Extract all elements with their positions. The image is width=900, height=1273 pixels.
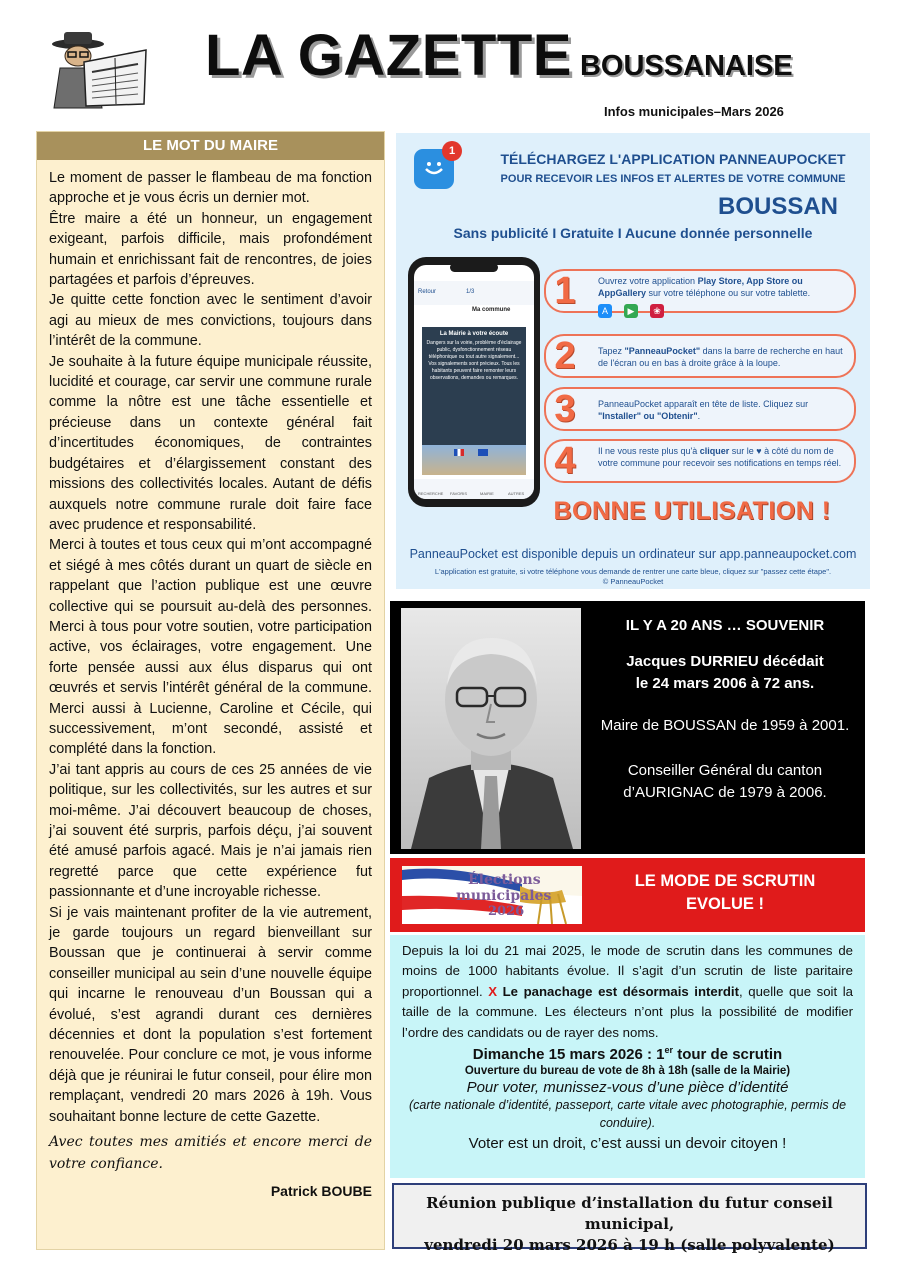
meeting-line: Réunion publique d’installation du futur conseil municipal, xyxy=(426,1194,833,1233)
panneaupocket-ad xyxy=(396,133,870,589)
souvenir-title: IL Y A 20 ANS … SOUVENIR xyxy=(625,617,825,634)
mayor-article-heading: LE MOT DU MAIRE xyxy=(37,132,384,160)
appgallery-icon: ❀ xyxy=(650,304,664,318)
phone-nav-item: FAVORIS xyxy=(450,491,468,496)
elections-image-word: 2026 xyxy=(488,904,525,919)
pp-copyright: © PanneauPocket xyxy=(602,577,664,586)
step-text: Ouvrez votre application Play Store, App Store ou AppGallery sur votre téléphone ou sur votre tablette. xyxy=(598,276,811,298)
step-text: PanneauPocket apparaît en tête de liste. Cliquez sur "Installer" ou "Obtenir". xyxy=(598,399,809,421)
souvenir-block xyxy=(390,601,865,854)
phone-back-link: Retour xyxy=(418,289,437,295)
pp-subtitle: POUR RECEVOIR LES INFOS ET ALERTES DE VOTRE COMMUNE xyxy=(500,173,846,185)
panneaupocket-app-icon xyxy=(414,145,456,189)
phone-commune: Ma commune xyxy=(472,307,511,313)
step-number: 3 xyxy=(554,388,576,430)
phone-nav-item: AUTRES xyxy=(508,491,525,496)
phone-page-count: 1/3 xyxy=(466,289,475,295)
scrutin-info xyxy=(390,935,865,1178)
elections-image-word: Élections xyxy=(468,872,541,888)
mayor-paragraph: Être maire a été un honneur, un engagement exigeant, parfois difficile, mais profondément humain et enrichissant fait de rencontres, de joies partagées et parfois d’épreuves. xyxy=(49,210,372,289)
newspaper-reader-logo xyxy=(40,28,148,110)
mayor-article-body xyxy=(37,160,384,1202)
meeting-notice xyxy=(392,1183,867,1254)
elections-title: LE MODE DE SCRUTIN EVOLUE ! xyxy=(634,872,816,913)
step-text: Tapez "PanneauPocket" dans la barre de recherche en haut de l'écran ou en bas à droite grâce à la loupe. xyxy=(598,346,843,368)
pp-town: BOUSSAN xyxy=(717,193,838,220)
mayor-paragraph: Je souhaite à la future équipe municipale réussite, lucidité et courage, car servir une commune rurale comme la nôtre est une tâche essentielle et précieuse dans un contexte général fait d’incertitudes économiques, de contraintes budgétaires et d’élargissement constant des missions des collectivités locales. Autant de défis auxquels notre commune rurale doit faire face avec prudence et responsabilité. xyxy=(49,353,372,533)
scrutin-civic-line: Voter est un droit, c’est aussi un devoir citoyen ! xyxy=(468,1135,787,1153)
phone-post-text: Dangers sur la voirie, problème d'éclairage public, dysfonctionnement réseau téléphonique ou tout autre signalement... Vos signalements sont précieux. Tous les habitants peuvent faire remonter leurs observations, demandes ou remarques. xyxy=(426,340,522,381)
smiley-icon xyxy=(423,159,445,177)
souvenir-conseiller: Conseiller Général du canton d’AURIGNAC de 1979 à 2006. xyxy=(623,762,827,801)
scrutin-date: Dimanche 15 mars 2026 : 1er tour de scrutin xyxy=(472,1045,783,1064)
eu-flag-icon xyxy=(478,449,488,456)
french-flag-icon xyxy=(454,449,464,456)
phone-screen xyxy=(414,265,534,499)
scrutin-text: Depuis la loi du 21 mai 2025, le mode de scrutin dans les communes de moins de 1000 habitants évolue. Il s’agit d’un scrutin de liste paritaire proportionnel. X Le panachage est désormais interdit, quelle que soit la taille de la commune. Les électeurs n’ont plus la possibilité de modifier l’ordre des candidats ou de rayer des noms. xyxy=(402,943,853,1040)
meeting-line: vendredi 20 mars 2026 à 19 h (salle polyvalente) xyxy=(424,1236,835,1254)
elections-image-word: municipales xyxy=(456,888,552,904)
phone-post xyxy=(422,327,526,445)
phone-app-bar xyxy=(414,281,534,305)
mayor-closing: Avec toutes mes amitiés et encore merci de votre confiance. xyxy=(49,1134,372,1173)
notification-badge: 1 xyxy=(442,141,462,161)
mayor-article xyxy=(36,131,385,1250)
install-step xyxy=(544,269,856,316)
mayor-paragraph: Je quitte cette fonction avec le sentiment d’avoir agi au mieux de mes convictions, toujours dans l’intérêt de la commune. xyxy=(49,292,372,350)
pp-footer: PanneauPocket est disponible depuis un ordinateur sur app.panneaupocket.com xyxy=(409,547,857,561)
store-icons xyxy=(598,301,676,319)
masthead-title: LA GAZETTE xyxy=(205,23,572,88)
mayor-paragraph: Merci à toutes et tous ceux qui m’ont accompagné et siégé à mes côtés durant un quart de siècle en rappelant que l’action publique est une œuvre collective qui se poursuit au-delà des personnes. Merci à tous pour votre soutien, votre participation active, vos éclairages, votre engagement. Une forte pensée aussi aux élus disparus qui ont œuvrés et servis l’intérêt général de la commune. Merci aussi à Lucienne, Caroline et Cécile, qui successivement, m’ont secondé, assisté et complété dans la fonction. xyxy=(49,537,372,758)
mayor-paragraph: Le moment de passer le flambeau de ma fonction approche et je vous écris un dernier mot. xyxy=(49,170,372,207)
elections-image xyxy=(402,866,582,924)
pp-note xyxy=(396,567,870,587)
install-step xyxy=(544,387,856,431)
souvenir-name: Jacques DURRIEU décédait le 24 mars 2006 à 72 ans. xyxy=(626,653,824,692)
scrutin-id-required: Pour voter, munissez-vous d’une pièce d’identité xyxy=(466,1079,789,1097)
elections-banner xyxy=(390,858,865,932)
step-number: 1 xyxy=(554,270,576,312)
step-number: 2 xyxy=(554,335,576,377)
masthead-subtitle: BOUSSANAISE xyxy=(579,50,793,82)
phone-nav-item: RECHERCHE xyxy=(418,491,444,496)
install-step xyxy=(544,439,856,483)
scrutin-documents: (carte nationale d’identité, passeport, carte vitale avec photographie, permis de conduire). xyxy=(408,1098,847,1131)
pp-tagline: Sans publicité I Gratuite I Aucune donnée personnelle xyxy=(453,225,813,241)
install-step xyxy=(544,334,856,378)
play-store-icon: ▶ xyxy=(624,304,638,318)
mayor-paragraph: Si je vais maintenant profiter de la vie autrement, je garde toujours un regard bienveillant sur Boussan que je continuerai à servir comme conseiller municipal au sein d’une nouvelle équipe qui incarne le renouveau d’un Boussan qui a évolué, s’est agrandi durant ces dernières décennies et dont la population s’est fortement renouvelée. Pour conclure ce mot, je vous informe déjà que je réunirai le futur conseil, pour élire mon remplaçant, vendredi 20 mars 2026 à 19h. Vous souhaitant bonne lecture de cette Gazette. xyxy=(49,904,372,1125)
pp-closing: BONNE UTILISATION ! xyxy=(553,497,831,525)
pp-title: TÉLÉCHARGEZ L'APPLICATION PANNEAUPOCKET xyxy=(500,151,846,167)
phone-notch xyxy=(450,263,498,272)
phone-town-hall-photo xyxy=(422,445,526,475)
scrutin-hours: Ouverture du bureau de vote de 8h à 18h (salle de la Mairie) xyxy=(464,1065,791,1078)
phone-nav-bar xyxy=(414,479,534,499)
phone-mockup xyxy=(408,257,540,507)
portrait-photo xyxy=(401,608,581,849)
pp-note-text: L'application est gratuite, si votre téléphone vous demande de rentrer une carte bleue, cliquez sur "passez cette étape". xyxy=(434,567,832,576)
mayor-paragraph: J’ai tant appris au cours de ces 25 années de vie politique, sur les collectivités, sur les autres et sur moi-même. J’ai découvert beaucoup de choses, j’ai souvent été surpris, parfois déçu, j’ai souvent été amusé parfois agacé. Mais je n’ai jamais rien regretté parce que cette expérience fut passionnante et d’une incroyable richesse. xyxy=(49,761,372,901)
phone-nav-item: MAIRIE xyxy=(480,491,494,496)
mayor-signature: Patrick BOUBE xyxy=(270,1183,372,1200)
app-store-icon: A xyxy=(598,304,612,318)
phone-post-title: La Mairie à votre écoute xyxy=(439,331,509,337)
step-text: Il ne vous reste plus qu'à cliquer sur le ♥ à côté du nom de votre commune pour recevoir ses notifications en temps réel. xyxy=(598,446,842,468)
masthead xyxy=(205,22,793,89)
issue-label: Infos municipales–Mars 2026 xyxy=(604,104,784,119)
step-number: 4 xyxy=(554,440,576,482)
souvenir-mayor-term: Maire de BOUSSAN de 1959 à 2001. xyxy=(600,717,850,734)
